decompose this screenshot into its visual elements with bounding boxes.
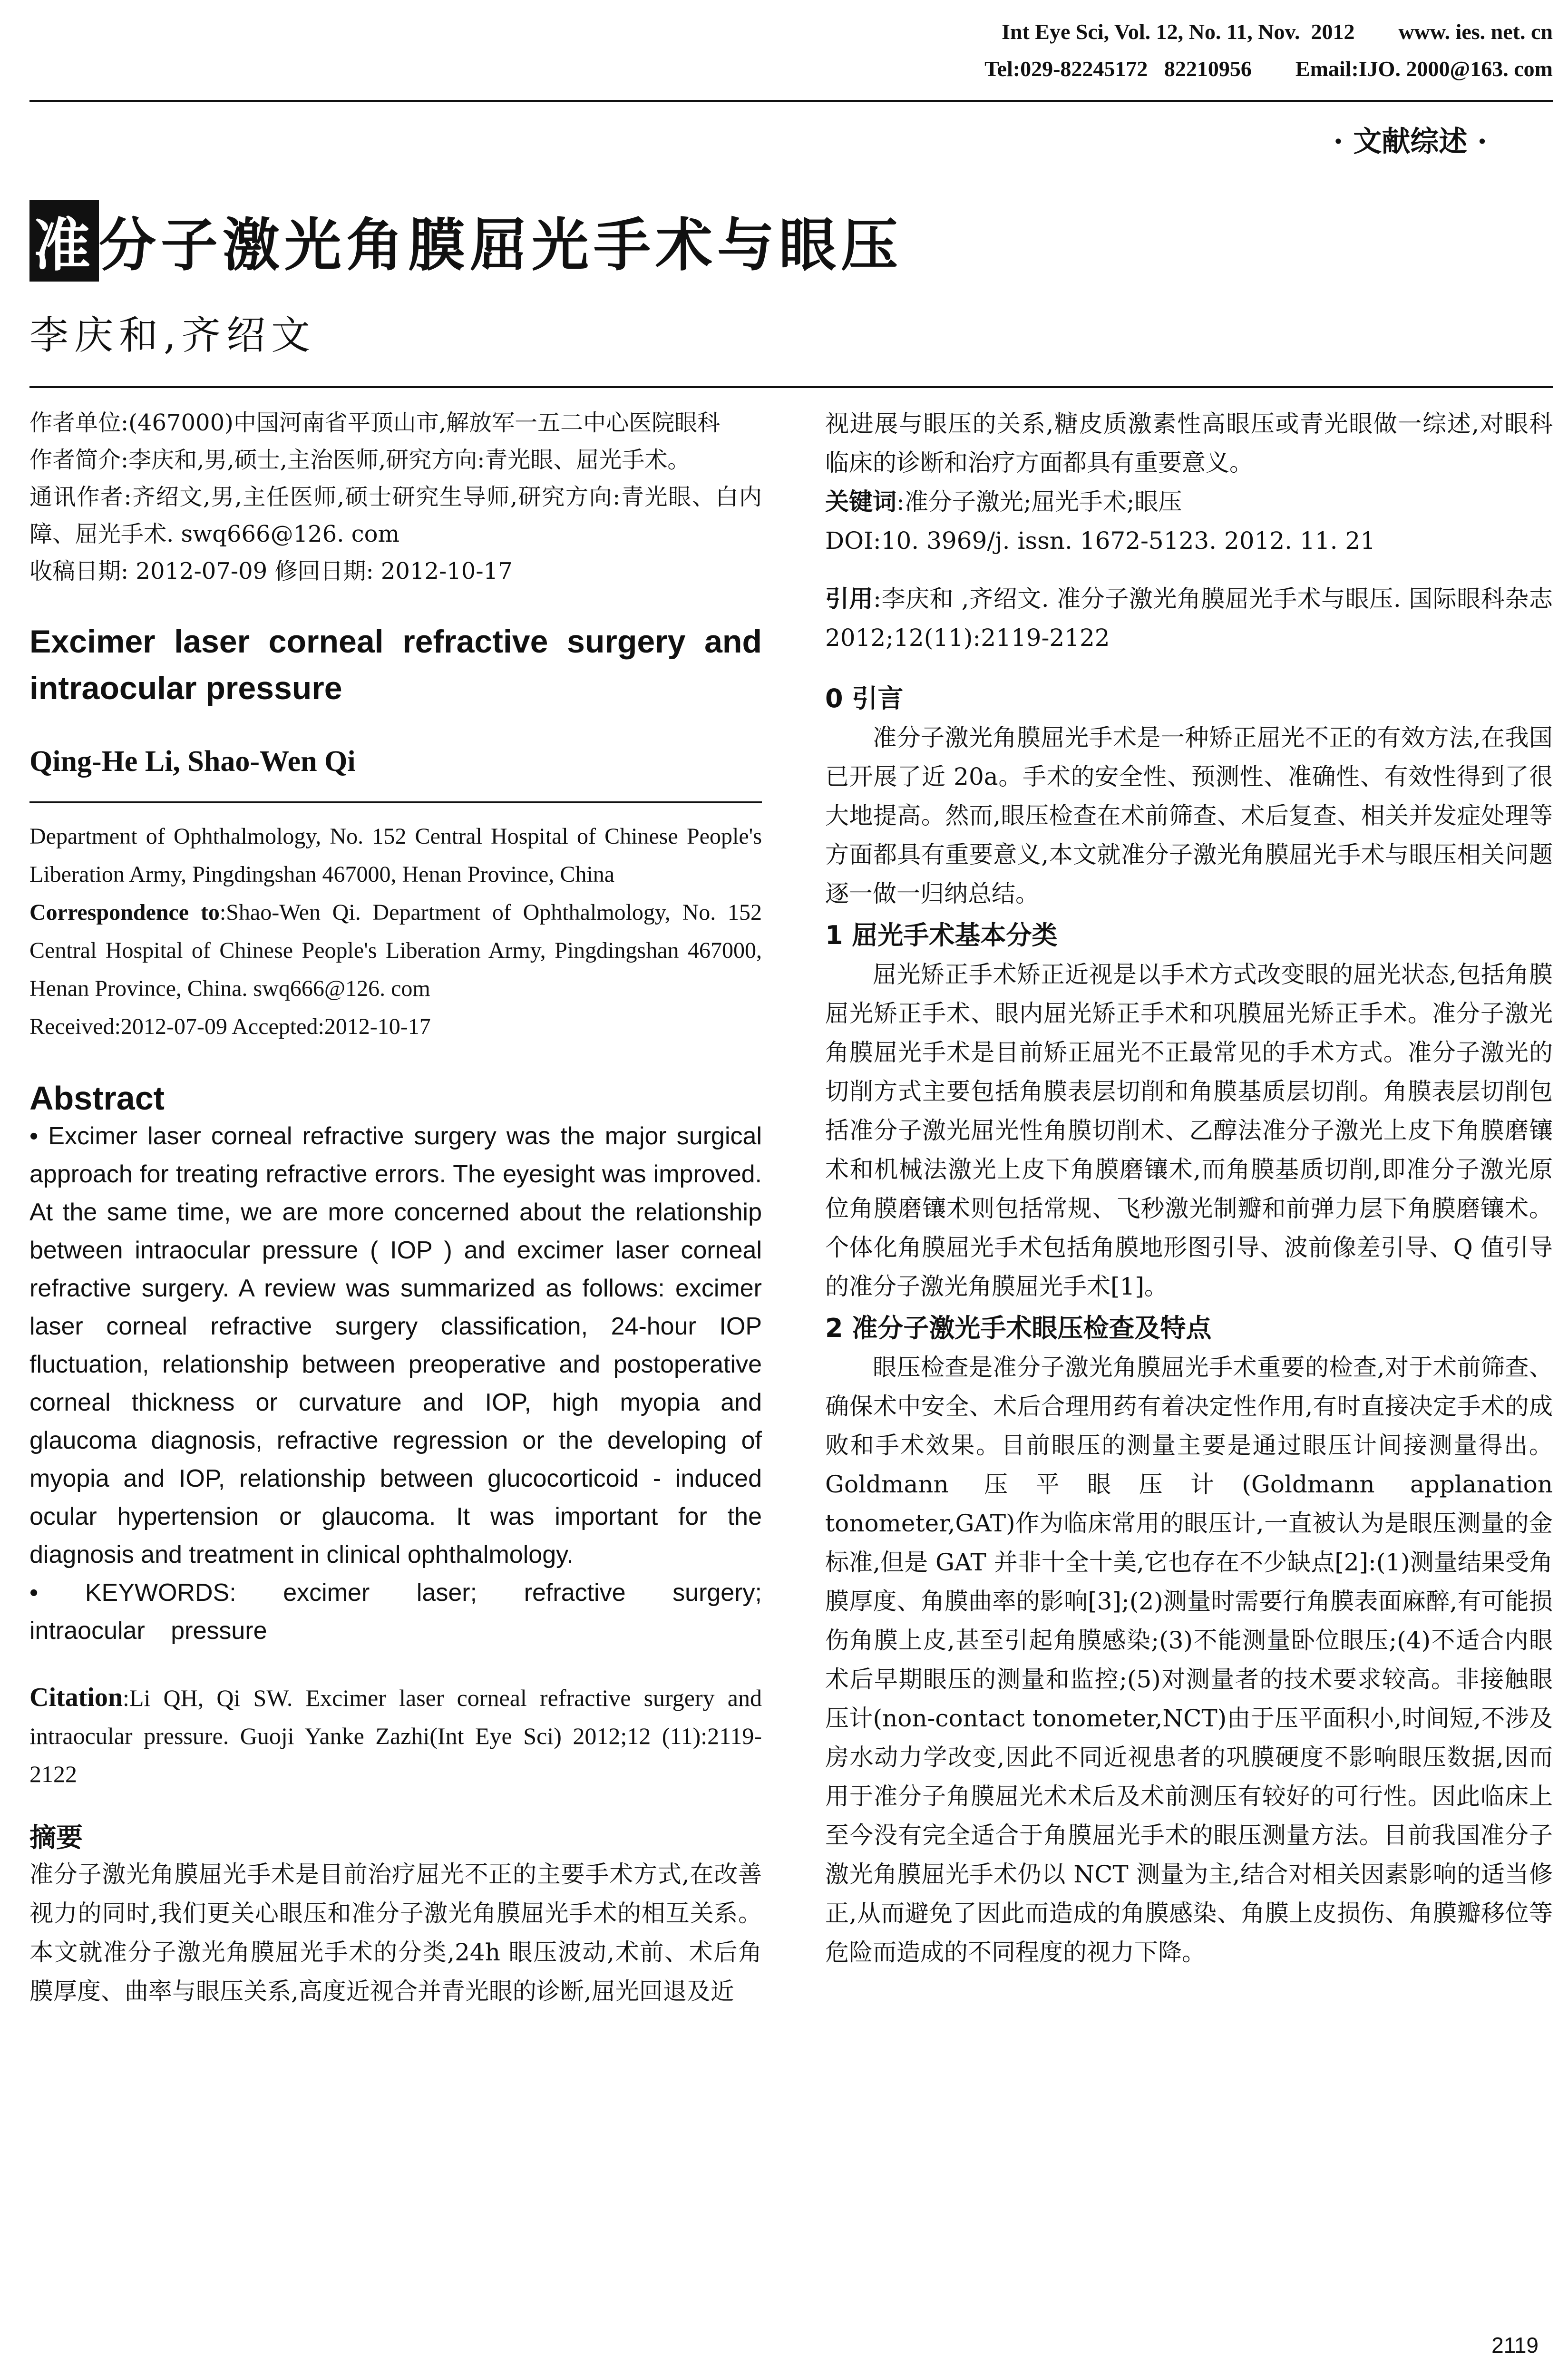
right-column (825, 404, 1553, 1972)
section-2-paragraph: 眼压检查是准分子激光角膜屈光手术重要的检查,对于术前筛查、确保术中安全、术后合理用药有着决定性作用,有时直接决定手术的成败和手术效果。目前眼压的测量主要是通过眼压计间接测量得出。Goldmann 压平眼压计(Goldmann applanation tonometer,GAT)作为临床常用的眼压计,一直被认为是眼压测量的金标准,但是 GAT 并非十全十美,它也存在不少缺点[2]:(1)测量结果受角膜厚度、角膜曲率的影响[3];(2)测量时需要行角膜表面麻醉,有可能损伤角膜上皮,甚至引起角膜感染;(3)不能测量卧位眼压;(4)不适合内眼术后早期眼压的测量和监控;(5)对测量者的技术要求较高。非接触眼压计(non-contact tonometer,NCT)由于压平面积小,时间短,不涉及房水动力学改变,因此不同近视患者的巩膜硬度不影响眼压数据,因而用于准分子角膜屈光术术后及术前测压有较好的可行性。因此临床上至今没有完全适合于角膜屈光手术的眼压测量方法。目前我国准分子激光角膜屈光手术仍以 NCT 测量为主,结合对相关因素影响的适当修正,从而避免了因此而造成的角膜感染、角膜上皮损伤、角膜瓣移位等危险而造成的不同程度的视力下降。 (825, 1354, 1553, 1966)
zh-citation-text: :李庆和 ,齐绍文. 准分子激光角膜屈光手术与眼压. 国际眼科杂志 2012;12(11):2119-2122 (825, 585, 1553, 652)
english-keywords: • KEYWORDS: excimer laser; refractive surgery; intraocular pressure (29, 1579, 762, 1645)
english-title: Excimer laser corneal refractive surgery and intraocular pressure (29, 623, 762, 706)
authors-cn: 李庆和,齐绍文 (29, 313, 316, 358)
zh-citation (825, 579, 1553, 657)
correspondence (29, 894, 762, 1008)
zh-abstract-heading: 摘要 (29, 1822, 83, 1853)
zh-abstract-continued: 视进展与眼压的关系,糖皮质激素性高眼压或青光眼做一综述,对眼科临床的诊断和治疗方面都具有重要意义。 (825, 410, 1553, 477)
section-tag: · 文献综述 · (1333, 125, 1487, 158)
running-header-journal: Int Eye Sci, Vol. 12, No. 11, Nov. 2012 www. ies. net. cn (1001, 19, 1553, 44)
citation (29, 1678, 762, 1793)
title-initial: 准 (29, 200, 99, 282)
citation-text: :Li QH, Qi SW. Excimer laser corneal refractive surgery and intraocular pressure. Guoji Yanke Zazhi(Int Eye Sci) 2012;12 (11):2119-2122 (29, 1685, 762, 1787)
dates: 收稿日期: 2012-07-09 修回日期: 2012-10-17 (29, 558, 513, 585)
header-rule (29, 100, 1553, 102)
author-info (29, 404, 762, 590)
corresponding-author: 通讯作者:齐绍文,男,主任医师,硕士研究生导师,研究方向:青光眼、白内障、屈光手术. swq666@126. com (29, 484, 762, 547)
affiliation-text: Department of Ophthalmology, No. 152 Central Hospital of Chinese People's Liberation Army, Pingdingshan 467000, Henan Province, China (29, 824, 762, 887)
author-affiliation: 作者单位:(467000)中国河南省平顶山市,解放军一五二中心医院眼科 (29, 409, 721, 436)
english-authors: Qing-He Li, Shao-Wen Qi (29, 745, 356, 778)
doi: DOI:10. 3969/j. issn. 1672-5123. 2012. 11. 21 (825, 527, 1376, 555)
citation-label: Citation (29, 1683, 123, 1712)
author-bio: 作者简介:李庆和,男,硕士,主治医师,研究方向:青光眼、屈光手术。 (29, 447, 691, 473)
page-number: 2119 (1491, 2333, 1539, 2358)
left-column (29, 404, 762, 2011)
zh-keywords (825, 482, 1553, 521)
zh-citation-label: 引用 (825, 585, 874, 613)
title-rule (29, 386, 1553, 388)
zh-keywords-text: :准分子激光;屈光手术;眼压 (896, 488, 1182, 516)
article-title (29, 200, 903, 282)
zh-abstract-text: 准分子激光角膜屈光手术是目前治疗屈光不正的主要手术方式,在改善视力的同时,我们更关心眼压和准分子激光角膜屈光手术的相互关系。本文就准分子激光角膜屈光手术的分类,24h 眼压波动,术前、术后角膜厚度、曲率与眼压关系,高度近视合并青光眼的诊断,屈光回退及近 (29, 1861, 762, 2005)
section-0-heading: 0 引言 (825, 683, 904, 713)
correspondence-text: :Shao-Wen Qi. Department of Ophthalmology, No. 152 Central Hospital of Chinese People's Liberation Army, Pingdingshan 467000, Henan Province, China. swq666@126. com (29, 900, 762, 1001)
abstract-heading: Abstract (29, 1080, 165, 1117)
section-1-heading: 1 屈光手术基本分类 (825, 920, 1058, 950)
running-header-contact: Tel:029-82245172 82210956 Email:IJO. 2000@163. com (984, 57, 1553, 81)
abstract-text: • Excimer laser corneal refractive surgery was the major surgical approach for treating refractive errors. The eyesight was improved. At the same time, we are more concerned about the relationship between intraocular pressure ( IOP ) and excimer laser corneal refractive surgery. A review was summarized as follows: excimer laser corneal refractive surgery classification, 24-hour IOP fluctuation, relationship between preoperative and postoperative corneal thickness or curvature and IOP, high myopia and glaucoma diagnosis, refractive regression or the developing of myopia and IOP, relationship between glucocorticoid - induced ocular hypertension or glaucoma. It was important for the diagnosis and treatment in clinical ophthalmology. (29, 1122, 762, 1568)
english-rule (29, 801, 762, 803)
correspondence-label: Correspondence to (29, 900, 220, 925)
section-1-paragraph: 屈光矫正手术矫正近视是以手术方式改变眼的屈光状态,包括角膜屈光矫正手术、眼内屈光矫正手术和巩膜屈光矫正手术。准分子激光角膜屈光手术是目前矫正屈光不正最常见的手术方式。准分子激光的切削方式主要包括角膜表层切削和角膜基质层切削。角膜表层切削包括准分子激光屈光性角膜切削术、乙醇法准分子激光上皮下角膜磨镶术和机械法激光上皮下角膜磨镶术,而角膜基质切削,即准分子激光原位角膜磨镶术则包括常规、飞秒激光制瓣和前弹力层下角膜磨镶术。个体化角膜屈光手术包括角膜地形图引导、波前像差引导、Q 值引导的准分子激光角膜屈光手术[1]。 (825, 961, 1553, 1300)
section-0-paragraph: 准分子激光角膜屈光手术是一种矫正屈光不正的有效方法,在我国已开展了近 20a。手术的安全性、预测性、准确性、有效性得到了很大地提高。然而,眼压检查在术前筛查、术后复查、相关并发症处理等方面都具有重要意义,本文就准分子激光角膜屈光手术与眼压相关问题逐一做一归纳总结。 (825, 724, 1553, 907)
received-accepted: Received:2012-07-09 Accepted:2012-10-17 (29, 1014, 431, 1039)
english-affiliation (29, 818, 762, 1046)
zh-keywords-label: 关键词 (825, 488, 896, 516)
section-2-heading: 2 准分子激光手术眼压检查及特点 (825, 1313, 1212, 1343)
title-rest: 分子激光角膜屈光手术与眼压 (99, 213, 903, 279)
